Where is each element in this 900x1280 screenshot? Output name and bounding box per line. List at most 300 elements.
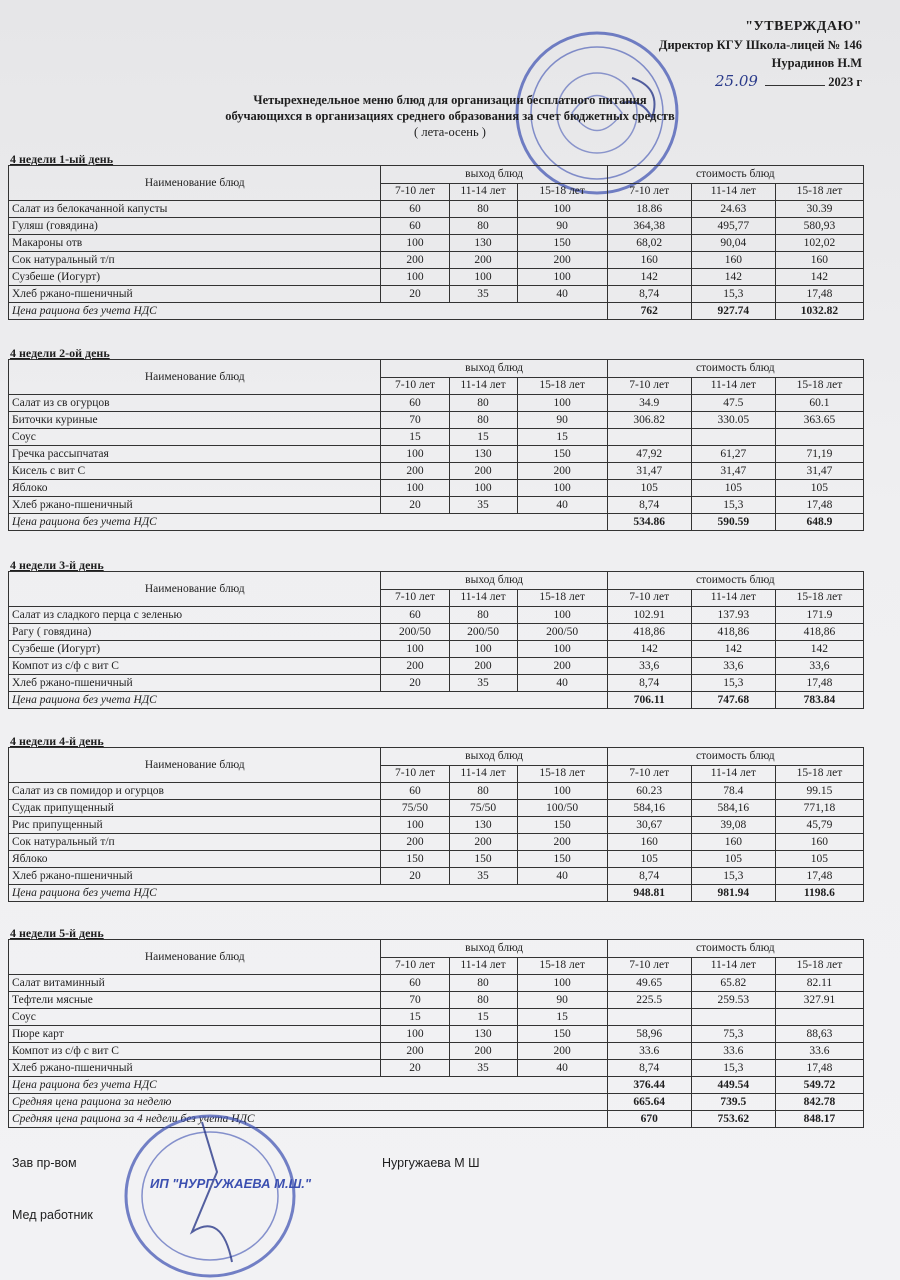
cost-cell — [607, 1009, 691, 1026]
total-cell: 948.81 — [607, 885, 691, 902]
total-cell: 549.72 — [775, 1077, 863, 1094]
yield-cell: 100 — [381, 235, 449, 252]
cost-cell: 330.05 — [691, 412, 775, 429]
yield-cell: 200/50 — [381, 624, 449, 641]
cost-cell: 90,04 — [691, 235, 775, 252]
cost-cell: 160 — [775, 252, 863, 269]
total-row — [9, 1094, 864, 1111]
yield-cell: 150 — [517, 817, 607, 834]
yield-cell: 100 — [517, 641, 607, 658]
yield-cell: 80 — [449, 218, 517, 235]
yield-cell: 75/50 — [449, 800, 517, 817]
col-header-age: 7-10 лет — [381, 765, 449, 783]
dish-name: Яблоко — [9, 851, 381, 868]
cost-cell: 33,6 — [775, 658, 863, 675]
table-row — [9, 480, 864, 497]
total-label: Средняя цена рациона за 4 недели без учета НДС — [9, 1111, 608, 1128]
yield-cell: 200 — [449, 463, 517, 480]
cost-cell: 327.91 — [775, 992, 863, 1009]
dish-name: Макароны отв — [9, 235, 381, 252]
col-header-age: 15-18 лет — [775, 589, 863, 607]
cost-cell: 45,79 — [775, 817, 863, 834]
yield-cell: 200 — [449, 658, 517, 675]
cost-cell: 17,48 — [775, 286, 863, 303]
cost-cell: 363.65 — [775, 412, 863, 429]
yield-cell: 15 — [517, 429, 607, 446]
table-row — [9, 286, 864, 303]
cost-cell: 33.6 — [691, 1043, 775, 1060]
yield-cell: 35 — [449, 868, 517, 885]
table-row — [9, 868, 864, 885]
col-header-age: 7-10 лет — [381, 957, 449, 975]
yield-cell: 90 — [517, 218, 607, 235]
table-row — [9, 975, 864, 992]
yield-cell: 80 — [449, 992, 517, 1009]
cost-cell: 142 — [607, 641, 691, 658]
col-header-age: 7-10 лет — [607, 377, 691, 395]
total-row — [9, 885, 864, 902]
yield-cell: 200 — [517, 834, 607, 851]
table-row — [9, 497, 864, 514]
yield-cell: 200 — [449, 834, 517, 851]
cost-cell: 31,47 — [775, 463, 863, 480]
yield-cell: 60 — [381, 607, 449, 624]
col-header-age: 7-10 лет — [607, 589, 691, 607]
title-line-1: Четырехнедельное меню блюд для организации бесплатного питания — [253, 93, 647, 107]
cost-cell: 160 — [691, 834, 775, 851]
dish-name: Сузбеше (Иогурт) — [9, 269, 381, 286]
yield-cell: 60 — [381, 218, 449, 235]
table-row — [9, 1026, 864, 1043]
yield-cell: 100 — [517, 269, 607, 286]
yield-cell: 20 — [381, 868, 449, 885]
cost-cell: 34.9 — [607, 395, 691, 412]
yield-cell: 20 — [381, 675, 449, 692]
title-line-2: обучающихся в организациях среднего образования за счет бюджетных средств — [225, 109, 675, 123]
col-header-age: 15-18 лет — [775, 765, 863, 783]
dish-name: Салат из сладкого перца с зеленью — [9, 607, 381, 624]
yield-cell: 200/50 — [517, 624, 607, 641]
day-label: 4 недели 1-ый день — [10, 152, 114, 166]
yield-cell: 150 — [381, 851, 449, 868]
col-header-age: 7-10 лет — [607, 183, 691, 201]
dish-name: Хлеб ржано-пшеничный — [9, 1060, 381, 1077]
table-row — [9, 429, 864, 446]
yield-cell: 40 — [517, 675, 607, 692]
cost-cell: 15,3 — [691, 497, 775, 514]
table-row — [9, 624, 864, 641]
yield-cell: 20 — [381, 497, 449, 514]
day-label: 4 недели 5-й день — [10, 926, 104, 940]
dish-name: Хлеб ржано-пшеничный — [9, 497, 381, 514]
col-header-age: 11-14 лет — [691, 765, 775, 783]
col-header-cost: стоимость блюд — [607, 572, 863, 590]
cost-cell: 771,18 — [775, 800, 863, 817]
yield-cell: 20 — [381, 286, 449, 303]
yield-cell: 100 — [449, 480, 517, 497]
day-label: 4 недели 4-й день — [10, 734, 104, 748]
cost-cell: 15,3 — [691, 286, 775, 303]
col-header-age: 15-18 лет — [517, 589, 607, 607]
cost-cell: 160 — [607, 252, 691, 269]
cost-cell: 58,96 — [607, 1026, 691, 1043]
table-row — [9, 201, 864, 218]
col-header-age: 7-10 лет — [607, 957, 691, 975]
total-cell: 981.94 — [691, 885, 775, 902]
table-row — [9, 1043, 864, 1060]
dish-name: Кисель с вит С — [9, 463, 381, 480]
cost-cell: 33,6 — [607, 658, 691, 675]
table-row — [9, 834, 864, 851]
yield-cell: 80 — [449, 412, 517, 429]
total-cell: 1198.6 — [775, 885, 863, 902]
total-label: Цена рациона без учета НДС — [9, 692, 608, 709]
cost-cell: 75,3 — [691, 1026, 775, 1043]
menu-table — [8, 571, 864, 709]
cost-cell: 47.5 — [691, 395, 775, 412]
nurse-role: Мед работник — [12, 1208, 93, 1222]
col-header-cost: стоимость блюд — [607, 166, 863, 184]
yield-cell: 15 — [449, 1009, 517, 1026]
dish-name: Компот из с/ф с вит С — [9, 1043, 381, 1060]
yield-cell: 130 — [449, 446, 517, 463]
table-row — [9, 658, 864, 675]
director-name: Нурадинов Н.М — [771, 56, 862, 70]
col-header-age: 15-18 лет — [517, 183, 607, 201]
cost-cell: 225.5 — [607, 992, 691, 1009]
total-cell: 747.68 — [691, 692, 775, 709]
total-row — [9, 692, 864, 709]
yield-cell: 100 — [381, 446, 449, 463]
yield-cell: 200 — [517, 463, 607, 480]
total-cell: 842.78 — [775, 1094, 863, 1111]
table-row — [9, 252, 864, 269]
cost-cell: 17,48 — [775, 1060, 863, 1077]
cost-cell: 105 — [775, 480, 863, 497]
dish-name: Соус — [9, 429, 381, 446]
col-header-cost: стоимость блюд — [607, 748, 863, 766]
cost-cell: 418,86 — [607, 624, 691, 641]
cost-cell: 8,74 — [607, 868, 691, 885]
col-header-age: 15-18 лет — [775, 377, 863, 395]
col-header-age: 11-14 лет — [691, 183, 775, 201]
cost-cell: 105 — [691, 480, 775, 497]
yield-cell: 80 — [449, 975, 517, 992]
cost-cell: 418,86 — [775, 624, 863, 641]
manager-name: Нургужаева М Ш — [382, 1156, 480, 1170]
total-cell: 590.59 — [691, 514, 775, 531]
yield-cell: 20 — [381, 1060, 449, 1077]
yield-cell: 90 — [517, 412, 607, 429]
cost-cell: 15,3 — [691, 675, 775, 692]
yield-cell: 15 — [449, 429, 517, 446]
cost-cell: 39,08 — [691, 817, 775, 834]
yield-cell: 60 — [381, 783, 449, 800]
yield-cell: 100 — [381, 1026, 449, 1043]
cost-cell: 171.9 — [775, 607, 863, 624]
total-cell: 753.62 — [691, 1111, 775, 1128]
yield-cell: 200 — [381, 658, 449, 675]
total-cell: 648.9 — [775, 514, 863, 531]
cost-cell: 31,47 — [607, 463, 691, 480]
cost-cell: 160 — [775, 834, 863, 851]
yield-cell: 80 — [449, 395, 517, 412]
approve-heading: "УТВЕРЖДАЮ" — [745, 19, 862, 34]
total-row — [9, 514, 864, 531]
dish-name: Салат из белокачанной капусты — [9, 201, 381, 218]
cost-cell: 17,48 — [775, 497, 863, 514]
total-cell: 783.84 — [775, 692, 863, 709]
yield-cell: 130 — [449, 235, 517, 252]
col-header-name: Наименование блюд — [9, 748, 381, 783]
cost-cell — [691, 1009, 775, 1026]
total-cell: 376.44 — [607, 1077, 691, 1094]
cost-cell: 160 — [607, 834, 691, 851]
cost-cell — [607, 429, 691, 446]
cost-cell — [775, 1009, 863, 1026]
title-season: ( лета-осень ) — [414, 125, 486, 139]
yield-cell: 150 — [517, 1026, 607, 1043]
table-row — [9, 446, 864, 463]
dish-name: Салат из св помидор и огурцов — [9, 783, 381, 800]
dish-name: Сузбеше (Иогурт) — [9, 641, 381, 658]
yield-cell: 200 — [517, 252, 607, 269]
total-cell: 670 — [607, 1111, 691, 1128]
yield-cell: 100 — [381, 641, 449, 658]
cost-cell: 88,63 — [775, 1026, 863, 1043]
table-row — [9, 783, 864, 800]
table-row — [9, 1009, 864, 1026]
table-row — [9, 218, 864, 235]
table-row — [9, 412, 864, 429]
cost-cell: 160 — [691, 252, 775, 269]
yield-cell: 40 — [517, 1060, 607, 1077]
cost-cell: 17,48 — [775, 868, 863, 885]
col-header-cost: стоимость блюд — [607, 360, 863, 378]
col-header-yield: выход блюд — [381, 940, 607, 958]
dish-name: Пюре карт — [9, 1026, 381, 1043]
yield-cell: 100 — [517, 395, 607, 412]
yield-cell: 200 — [381, 834, 449, 851]
col-header-yield: выход блюд — [381, 166, 607, 184]
cost-cell: 61,27 — [691, 446, 775, 463]
yield-cell: 70 — [381, 992, 449, 1009]
dish-name: Сок натуральный т/п — [9, 834, 381, 851]
menu-table — [8, 165, 864, 320]
table-row — [9, 641, 864, 658]
yield-cell: 130 — [449, 817, 517, 834]
yield-cell: 60 — [381, 201, 449, 218]
yield-cell: 70 — [381, 412, 449, 429]
cost-cell: 18.86 — [607, 201, 691, 218]
cost-cell: 142 — [691, 641, 775, 658]
col-header-age: 11-14 лет — [449, 957, 517, 975]
dish-name: Салат витаминный — [9, 975, 381, 992]
cost-cell: 306.82 — [607, 412, 691, 429]
yield-cell: 80 — [449, 201, 517, 218]
col-header-age: 15-18 лет — [517, 957, 607, 975]
approval-year: 2023 г — [828, 75, 862, 89]
yield-cell: 100 — [381, 817, 449, 834]
cost-cell: 60.1 — [775, 395, 863, 412]
table-row — [9, 235, 864, 252]
yield-cell: 15 — [381, 1009, 449, 1026]
cost-cell: 364,38 — [607, 218, 691, 235]
dish-name: Судак припущенный — [9, 800, 381, 817]
cost-cell: 495,77 — [691, 218, 775, 235]
cost-cell: 17,48 — [775, 675, 863, 692]
total-label: Цена рациона без учета НДС — [9, 885, 608, 902]
day-label: 4 недели 2-ой день — [10, 346, 110, 360]
table-row — [9, 800, 864, 817]
cost-cell: 47,92 — [607, 446, 691, 463]
yield-cell: 100 — [517, 480, 607, 497]
yield-cell: 100/50 — [517, 800, 607, 817]
dish-name: Компот из с/ф с вит С — [9, 658, 381, 675]
total-cell: 665.64 — [607, 1094, 691, 1111]
yield-cell: 100 — [517, 607, 607, 624]
cost-cell: 584,16 — [691, 800, 775, 817]
yield-cell: 100 — [449, 269, 517, 286]
yield-cell: 35 — [449, 1060, 517, 1077]
total-cell: 927.74 — [691, 303, 775, 320]
cost-cell: 30,67 — [607, 817, 691, 834]
yield-cell: 200 — [381, 1043, 449, 1060]
total-label: Цена рациона без учета НДС — [9, 514, 608, 531]
yield-cell: 60 — [381, 395, 449, 412]
dish-name: Соус — [9, 1009, 381, 1026]
total-cell: 762 — [607, 303, 691, 320]
yield-cell: 60 — [381, 975, 449, 992]
table-row — [9, 607, 864, 624]
yield-cell: 150 — [449, 851, 517, 868]
cost-cell: 105 — [775, 851, 863, 868]
cost-cell: 102.91 — [607, 607, 691, 624]
cost-cell: 68,02 — [607, 235, 691, 252]
yield-cell: 40 — [517, 286, 607, 303]
table-row — [9, 817, 864, 834]
dish-name: Хлеб ржано-пшеничный — [9, 286, 381, 303]
col-header-age: 11-14 лет — [691, 957, 775, 975]
col-header-yield: выход блюд — [381, 572, 607, 590]
yield-cell: 40 — [517, 868, 607, 885]
yield-cell: 75/50 — [381, 800, 449, 817]
cost-cell: 49.65 — [607, 975, 691, 992]
company-stamp-icon — [122, 1112, 298, 1280]
table-row — [9, 269, 864, 286]
total-cell: 449.54 — [691, 1077, 775, 1094]
yield-cell: 80 — [449, 783, 517, 800]
cost-cell — [775, 429, 863, 446]
cost-cell: 71,19 — [775, 446, 863, 463]
table-row — [9, 463, 864, 480]
cost-cell: 105 — [691, 851, 775, 868]
cost-cell: 33.6 — [775, 1043, 863, 1060]
cost-cell: 65.82 — [691, 975, 775, 992]
yield-cell: 200 — [381, 252, 449, 269]
total-label: Цена рациона без учета НДС — [9, 1077, 608, 1094]
yield-cell: 200 — [449, 1043, 517, 1060]
yield-cell: 100 — [517, 783, 607, 800]
yield-cell: 100 — [381, 480, 449, 497]
yield-cell: 80 — [449, 607, 517, 624]
cost-cell: 15,3 — [691, 868, 775, 885]
cost-cell: 102,02 — [775, 235, 863, 252]
col-header-age: 11-14 лет — [449, 183, 517, 201]
dish-name: Тефтели мясные — [9, 992, 381, 1009]
menu-table — [8, 939, 864, 1128]
cost-cell: 8,74 — [607, 675, 691, 692]
cost-cell: 15,3 — [691, 1060, 775, 1077]
yield-cell: 130 — [449, 1026, 517, 1043]
col-header-age: 11-14 лет — [449, 589, 517, 607]
yield-cell: 200 — [449, 252, 517, 269]
yield-cell: 150 — [517, 446, 607, 463]
day-label: 4 недели 3-й день — [10, 558, 104, 572]
yield-cell: 35 — [449, 286, 517, 303]
cost-cell: 24.63 — [691, 201, 775, 218]
col-header-age: 11-14 лет — [449, 377, 517, 395]
dish-name: Салат из св огурцов — [9, 395, 381, 412]
total-cell: 1032.82 — [775, 303, 863, 320]
cost-cell: 137.93 — [691, 607, 775, 624]
cost-cell: 105 — [607, 480, 691, 497]
cost-cell: 78.4 — [691, 783, 775, 800]
total-label: Цена рациона без учета НДС — [9, 303, 608, 320]
total-cell: 739.5 — [691, 1094, 775, 1111]
dish-name: Сок натуральный т/п — [9, 252, 381, 269]
cost-cell: 105 — [607, 851, 691, 868]
cost-cell: 259.53 — [691, 992, 775, 1009]
col-header-age: 7-10 лет — [381, 589, 449, 607]
table-row — [9, 992, 864, 1009]
yield-cell: 35 — [449, 497, 517, 514]
total-label: Средняя цена рациона за неделю — [9, 1094, 608, 1111]
yield-cell: 100 — [381, 269, 449, 286]
cost-cell: 580,93 — [775, 218, 863, 235]
approval-block — [659, 18, 862, 91]
menu-table — [8, 747, 864, 902]
yield-cell: 35 — [449, 675, 517, 692]
cost-cell: 30.39 — [775, 201, 863, 218]
dish-name: Хлеб ржано-пшеничный — [9, 868, 381, 885]
cost-cell: 60.23 — [607, 783, 691, 800]
cost-cell: 31,47 — [691, 463, 775, 480]
yield-cell: 90 — [517, 992, 607, 1009]
yield-cell: 100 — [517, 975, 607, 992]
cost-cell: 584,16 — [607, 800, 691, 817]
yield-cell: 200 — [517, 1043, 607, 1060]
cost-cell: 8,74 — [607, 1060, 691, 1077]
yield-cell: 100 — [449, 641, 517, 658]
dish-name: Рис припущенный — [9, 817, 381, 834]
dish-name: Рагу ( говядина) — [9, 624, 381, 641]
cost-cell: 82.11 — [775, 975, 863, 992]
col-header-yield: выход блюд — [381, 748, 607, 766]
yield-cell: 15 — [517, 1009, 607, 1026]
col-header-age: 15-18 лет — [775, 183, 863, 201]
cost-cell: 99.15 — [775, 783, 863, 800]
yield-cell: 150 — [517, 235, 607, 252]
col-header-age: 15-18 лет — [517, 765, 607, 783]
table-row — [9, 1060, 864, 1077]
col-header-age: 7-10 лет — [607, 765, 691, 783]
total-row — [9, 1077, 864, 1094]
col-header-age: 11-14 лет — [691, 377, 775, 395]
col-header-age: 11-14 лет — [691, 589, 775, 607]
handwritten-date: 25.09 — [714, 72, 758, 90]
cost-cell: 142 — [775, 641, 863, 658]
